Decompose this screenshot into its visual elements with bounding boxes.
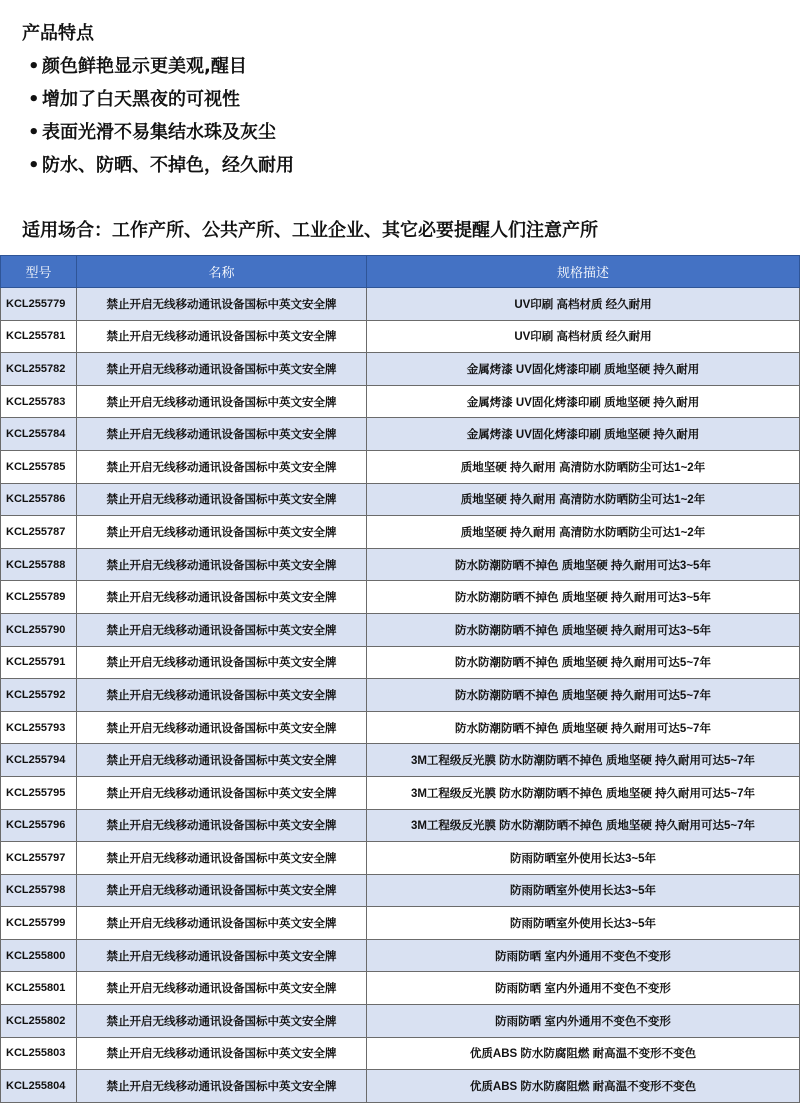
cell-description: 防雨防晒室外使用长达3~5年 [367, 874, 800, 907]
cell-description: UV印刷 高档材质 经久耐用 [367, 320, 800, 353]
cell-name: 禁止开启无线移动通讯设备国标中英文安全牌 [77, 939, 367, 972]
feature-text: 颜色鲜艳显示更美观,醒目 [42, 56, 247, 77]
cell-description: 防水防潮防晒不掉色 质地坚硬 持久耐用可达3~5年 [367, 581, 800, 614]
bullet-icon: • [28, 122, 40, 143]
table-row [1, 613, 800, 646]
table-row [1, 288, 800, 321]
table-row [1, 907, 800, 940]
table-row [1, 450, 800, 483]
bullet-icon: • [28, 155, 40, 176]
table-row [1, 972, 800, 1005]
table-row [1, 385, 800, 418]
cell-model: KCL255793 [1, 711, 77, 744]
table-row [1, 679, 800, 712]
cell-model: KCL255781 [1, 320, 77, 353]
feature-text: 增加了白天黑夜的可视性 [42, 89, 240, 110]
cell-model: KCL255792 [1, 679, 77, 712]
cell-model: KCL255783 [1, 385, 77, 418]
cell-model: KCL255782 [1, 353, 77, 386]
table-row [1, 581, 800, 614]
product-features-section [22, 18, 782, 182]
cell-model: KCL255802 [1, 1005, 77, 1038]
feature-item [22, 149, 782, 182]
cell-name: 禁止开启无线移动通讯设备国标中英文安全牌 [77, 548, 367, 581]
cell-model: KCL255803 [1, 1037, 77, 1070]
table-row [1, 939, 800, 972]
cell-description: 防水防潮防晒不掉色 质地坚硬 持久耐用可达5~7年 [367, 711, 800, 744]
table-row [1, 646, 800, 679]
cell-model: KCL255795 [1, 776, 77, 809]
table-row [1, 809, 800, 842]
cell-name: 禁止开启无线移动通讯设备国标中英文安全牌 [77, 646, 367, 679]
table-row [1, 320, 800, 353]
table-row [1, 1070, 800, 1103]
cell-name: 禁止开启无线移动通讯设备国标中英文安全牌 [77, 581, 367, 614]
cell-name: 禁止开启无线移动通讯设备国标中英文安全牌 [77, 320, 367, 353]
cell-model: KCL255798 [1, 874, 77, 907]
cell-name: 禁止开启无线移动通讯设备国标中英文安全牌 [77, 1037, 367, 1070]
column-header-name: 名称 [77, 256, 367, 288]
cell-name: 禁止开启无线移动通讯设备国标中英文安全牌 [77, 353, 367, 386]
cell-name: 禁止开启无线移动通讯设备国标中英文安全牌 [77, 516, 367, 549]
cell-description: 优质ABS 防水防腐阻燃 耐高温不变形不变色 [367, 1037, 800, 1070]
table-row [1, 1005, 800, 1038]
cell-model: KCL255794 [1, 744, 77, 777]
features-title: 产品特点 [22, 23, 94, 44]
feature-item [22, 83, 782, 116]
feature-item [22, 116, 782, 149]
cell-description: 质地坚硬 持久耐用 高清防水防晒防尘可达1~2年 [367, 450, 800, 483]
cell-description: 防水防潮防晒不掉色 质地坚硬 持久耐用可达5~7年 [367, 646, 800, 679]
cell-model: KCL255787 [1, 516, 77, 549]
cell-model: KCL255791 [1, 646, 77, 679]
cell-description: 优质ABS 防水防腐阻燃 耐高温不变形不变色 [367, 1070, 800, 1103]
cell-description: 防雨防晒室外使用长达3~5年 [367, 842, 800, 875]
cell-model: KCL255799 [1, 907, 77, 940]
cell-description: 3M工程级反光膜 防水防潮防晒不掉色 质地坚硬 持久耐用可达5~7年 [367, 809, 800, 842]
cell-description: 防水防潮防晒不掉色 质地坚硬 持久耐用可达3~5年 [367, 613, 800, 646]
cell-model: KCL255786 [1, 483, 77, 516]
cell-description: 质地坚硬 持久耐用 高清防水防晒防尘可达1~2年 [367, 483, 800, 516]
cell-name: 禁止开启无线移动通讯设备国标中英文安全牌 [77, 907, 367, 940]
cell-model: KCL255796 [1, 809, 77, 842]
cell-description: 3M工程级反光膜 防水防潮防晒不掉色 质地坚硬 持久耐用可达5~7年 [367, 776, 800, 809]
table-row [1, 548, 800, 581]
feature-item [22, 50, 782, 83]
cell-name: 禁止开启无线移动通讯设备国标中英文安全牌 [77, 288, 367, 321]
cell-name: 禁止开启无线移动通讯设备国标中英文安全牌 [77, 744, 367, 777]
cell-description: 质地坚硬 持久耐用 高清防水防晒防尘可达1~2年 [367, 516, 800, 549]
cell-name: 禁止开启无线移动通讯设备国标中英文安全牌 [77, 711, 367, 744]
cell-name: 禁止开启无线移动通讯设备国标中英文安全牌 [77, 679, 367, 712]
cell-description: 金属烤漆 UV固化烤漆印刷 质地坚硬 持久耐用 [367, 385, 800, 418]
bullet-icon: • [28, 89, 40, 110]
cell-description: 金属烤漆 UV固化烤漆印刷 质地坚硬 持久耐用 [367, 418, 800, 451]
cell-model: KCL255784 [1, 418, 77, 451]
cell-description: 3M工程级反光膜 防水防潮防晒不掉色 质地坚硬 持久耐用可达5~7年 [367, 744, 800, 777]
table-row [1, 776, 800, 809]
cell-name: 禁止开启无线移动通讯设备国标中英文安全牌 [77, 842, 367, 875]
cell-model: KCL255788 [1, 548, 77, 581]
table-row [1, 842, 800, 875]
column-header-description: 规格描述 [367, 256, 800, 288]
cell-name: 禁止开启无线移动通讯设备国标中英文安全牌 [77, 385, 367, 418]
cell-description: 防水防潮防晒不掉色 质地坚硬 持久耐用可达5~7年 [367, 679, 800, 712]
cell-name: 禁止开启无线移动通讯设备国标中英文安全牌 [77, 450, 367, 483]
cell-description: 防雨防晒 室内外通用不变色不变形 [367, 939, 800, 972]
column-header-model: 型号 [1, 256, 77, 288]
cell-name: 禁止开启无线移动通讯设备国标中英文安全牌 [77, 483, 367, 516]
cell-name: 禁止开启无线移动通讯设备国标中英文安全牌 [77, 972, 367, 1005]
usage-statement: 适用场合：工作产所、公共产所、工业企业、其它必要提醒人们注意产所 [22, 220, 598, 241]
table-row [1, 516, 800, 549]
spec-table [0, 255, 800, 1103]
cell-model: KCL255790 [1, 613, 77, 646]
table-header-row [1, 256, 800, 288]
cell-description: 防雨防晒室外使用长达3~5年 [367, 907, 800, 940]
table-row [1, 711, 800, 744]
bullet-icon: • [28, 56, 40, 77]
table-row [1, 744, 800, 777]
cell-name: 禁止开启无线移动通讯设备国标中英文安全牌 [77, 874, 367, 907]
table-row [1, 353, 800, 386]
cell-description: 金属烤漆 UV固化烤漆印刷 质地坚硬 持久耐用 [367, 353, 800, 386]
table-row [1, 1037, 800, 1070]
cell-name: 禁止开启无线移动通讯设备国标中英文安全牌 [77, 418, 367, 451]
cell-name: 禁止开启无线移动通讯设备国标中英文安全牌 [77, 1070, 367, 1103]
cell-model: KCL255779 [1, 288, 77, 321]
cell-name: 禁止开启无线移动通讯设备国标中英文安全牌 [77, 809, 367, 842]
cell-model: KCL255801 [1, 972, 77, 1005]
table-row [1, 418, 800, 451]
cell-model: KCL255785 [1, 450, 77, 483]
cell-description: 防水防潮防晒不掉色 质地坚硬 持久耐用可达3~5年 [367, 548, 800, 581]
table-body [1, 288, 800, 1103]
cell-description: 防雨防晒 室内外通用不变色不变形 [367, 972, 800, 1005]
feature-text: 防水、防晒、不掉色，经久耐用 [42, 155, 294, 176]
cell-name: 禁止开启无线移动通讯设备国标中英文安全牌 [77, 613, 367, 646]
cell-name: 禁止开启无线移动通讯设备国标中英文安全牌 [77, 776, 367, 809]
table-row [1, 483, 800, 516]
cell-model: KCL255797 [1, 842, 77, 875]
cell-model: KCL255800 [1, 939, 77, 972]
feature-text: 表面光滑不易集结水珠及灰尘 [42, 122, 276, 143]
cell-description: 防雨防晒 室内外通用不变色不变形 [367, 1005, 800, 1038]
cell-description: UV印刷 高档材质 经久耐用 [367, 288, 800, 321]
cell-model: KCL255804 [1, 1070, 77, 1103]
table-row [1, 874, 800, 907]
cell-name: 禁止开启无线移动通讯设备国标中英文安全牌 [77, 1005, 367, 1038]
cell-model: KCL255789 [1, 581, 77, 614]
